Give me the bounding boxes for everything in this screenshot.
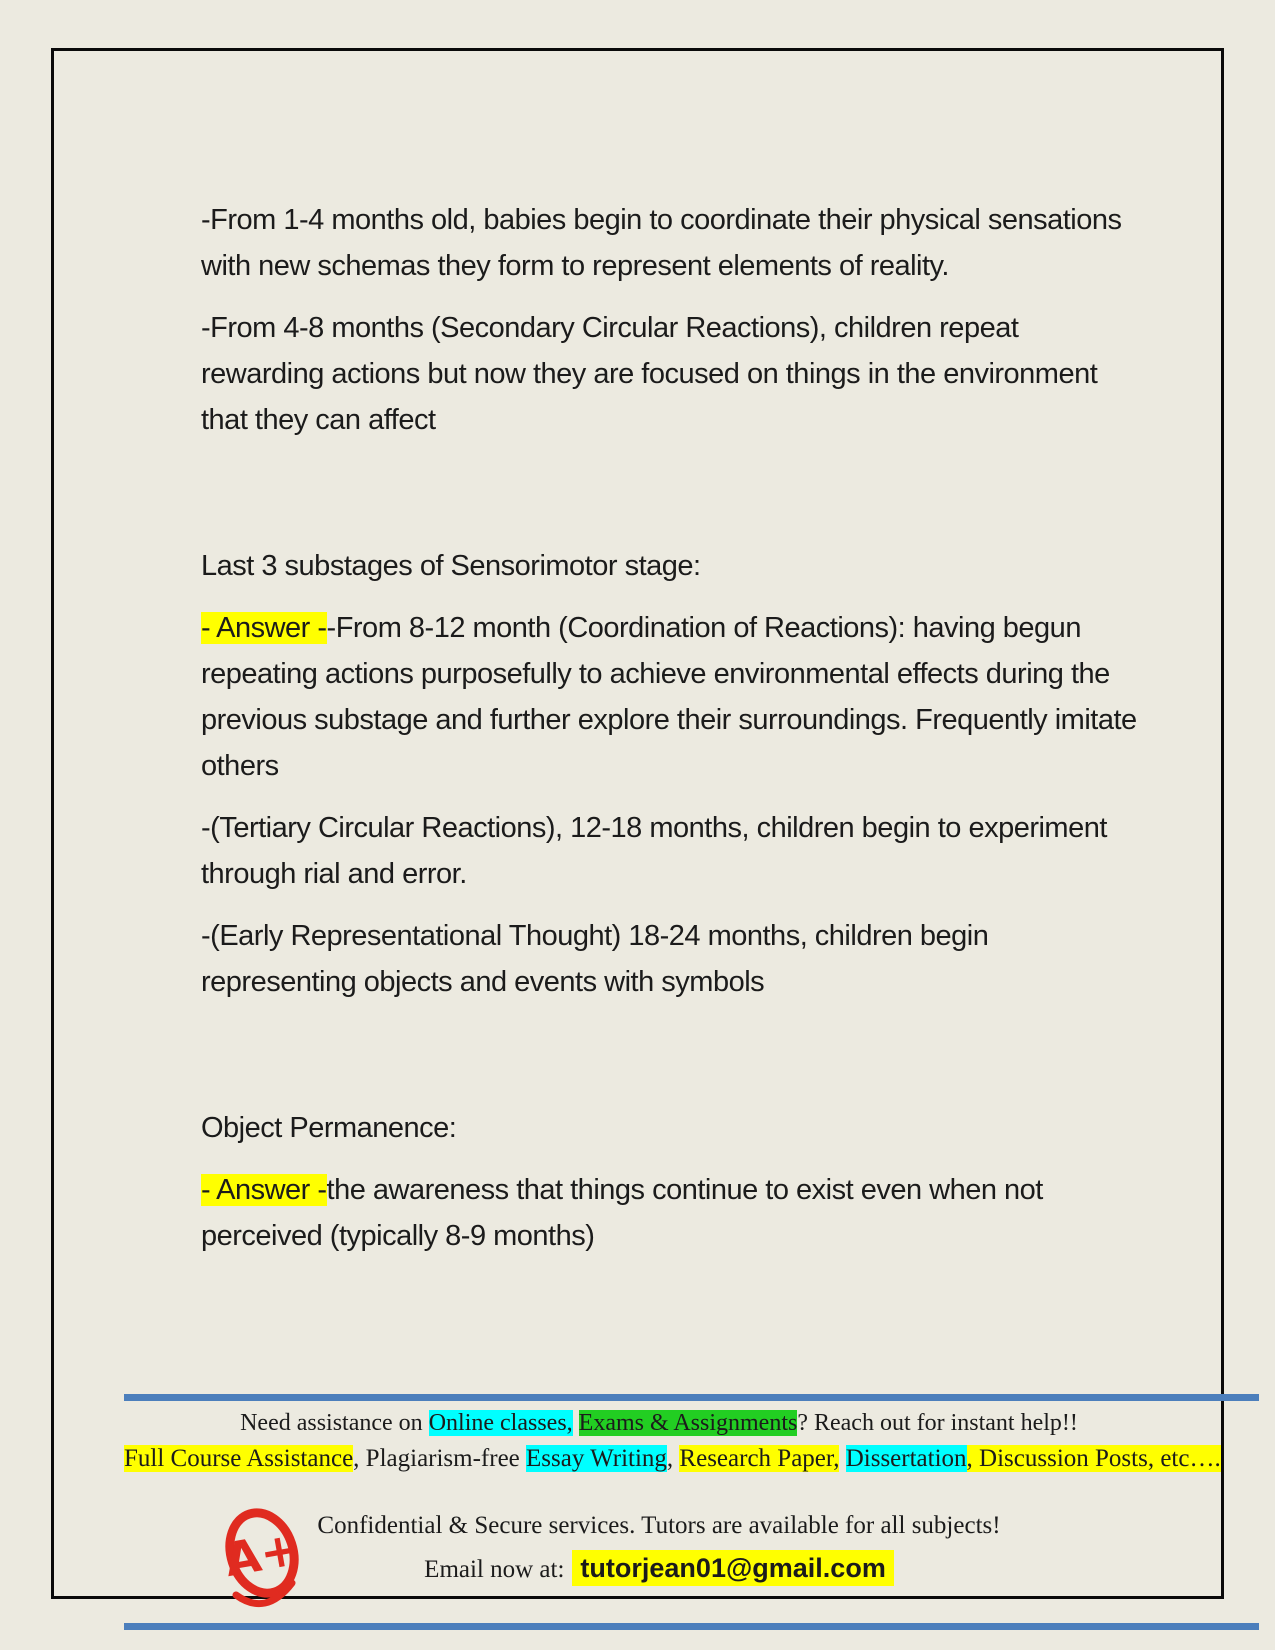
paragraph-4-8-months: -From 4-8 months (Secondary Circular Reactions), children repeat rewarding actions but now they are focused on things in the environment that they can affect	[201, 312, 1098, 436]
ad-line1-tail: ? Reach out for instant help!!	[797, 1410, 1078, 1436]
discussion-posts-highlight: , Discussion Posts, etc….	[966, 1445, 1221, 1472]
heading-object-permanence: Object Permanence:	[201, 1112, 457, 1144]
answer-object-permanence	[201, 1167, 1146, 1259]
essay-writing-highlight: Essay Writing	[526, 1445, 667, 1472]
paragraph-tertiary-reactions: -(Tertiary Circular Reactions), 12-18 months, children begin to experiment through rial and error.	[201, 812, 1107, 890]
blue-divider-top	[124, 1394, 1259, 1401]
paragraph-early-representational: -(Early Representational Thought) 18-24 months, children begin representing objects and events with symbols	[201, 920, 989, 998]
exams-assignments-highlight: Exams & Assignments	[578, 1410, 798, 1436]
answer-marker-highlight: - Answer -	[201, 1174, 327, 1206]
full-course-highlight: Full Course Assistance	[124, 1445, 354, 1472]
heading-substages: Last 3 substages of Sensorimotor stage:	[201, 550, 701, 582]
ad-line-1	[124, 1406, 1194, 1441]
ad-line-2	[124, 1441, 1221, 1476]
ad-line1-space	[573, 1410, 579, 1436]
answer-marker-highlight: - Answer -	[201, 612, 327, 644]
ad-line2-text: , Plagiarism-free	[353, 1445, 527, 1472]
email-address: tutorjean01@gmail.com	[572, 1550, 893, 1586]
page-border-frame	[51, 48, 1224, 1599]
footer-ad	[124, 1406, 1221, 1476]
answer-object-permanence-text: the awareness that things continue to exist even when not perceived (typically 8-9 months)	[201, 1174, 1043, 1252]
ad-line2-comma: ,	[666, 1445, 680, 1472]
document-body	[201, 197, 1146, 1275]
blue-divider-bottom	[124, 1623, 1259, 1630]
ad-line2-space	[839, 1445, 845, 1472]
ad-line1-text: Need assistance on	[240, 1410, 429, 1436]
answer-substages-text: -From 8-12 month (Coordination of Reactions): having begun repeating actions purposefully to achieve environmental effects during the previous substage and further explore their surroundings. Frequently imitate others	[201, 612, 1137, 782]
email-label: Email now at:	[424, 1556, 565, 1583]
a-plus-logo-text: A+	[220, 1520, 304, 1588]
online-classes-highlight: Online classes,	[428, 1410, 573, 1436]
email-line	[124, 1549, 1194, 1589]
confidential-line: Confidential & Secure services. Tutors are available for all subjects!	[317, 1512, 1001, 1539]
paragraph-1-4-months: -From 1-4 months old, babies begin to coordinate their physical sensations with new schemas they form to represent elements of reality.	[201, 204, 1122, 282]
answer-substages	[201, 605, 1146, 789]
dissertation-highlight: Dissertation	[845, 1445, 967, 1472]
research-paper-highlight: Research Paper,	[679, 1445, 840, 1472]
